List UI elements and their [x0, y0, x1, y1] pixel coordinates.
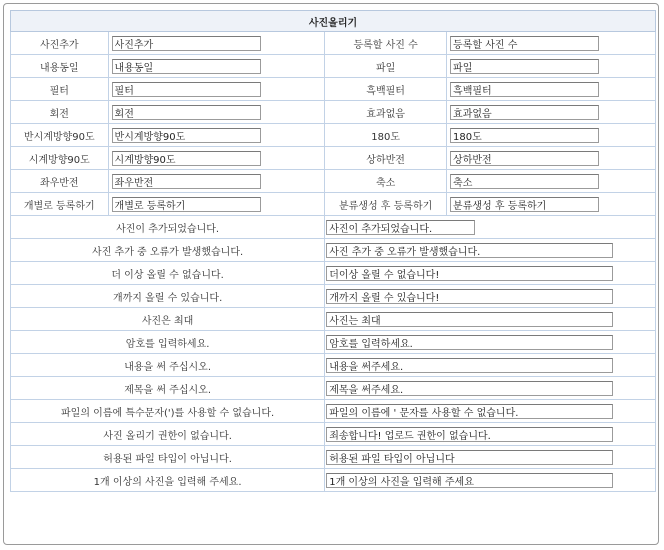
settings-row [11, 124, 656, 147]
message-label: 허용된 파일 타입이 아닙니다. [11, 446, 325, 469]
field-label: 효과없음 [325, 101, 447, 124]
text-input[interactable] [450, 59, 599, 74]
message-label: 내용을 써 주십시오. [11, 354, 325, 377]
message-input[interactable] [326, 381, 613, 396]
message-input[interactable] [326, 220, 475, 235]
text-input[interactable] [112, 174, 261, 189]
message-label: 사진이 추가되었습니다. [11, 216, 325, 239]
text-input[interactable] [450, 128, 599, 143]
message-label: 제목을 써 주십시오. [11, 377, 325, 400]
text-input[interactable] [112, 197, 261, 212]
settings-row [11, 55, 656, 78]
settings-row [11, 170, 656, 193]
message-input[interactable] [326, 289, 613, 304]
text-input[interactable] [112, 151, 261, 166]
text-input[interactable] [112, 105, 261, 120]
field-label: 내용동일 [11, 55, 109, 78]
message-label: 더 이상 올릴 수 없습니다. [11, 262, 325, 285]
message-row [11, 331, 656, 354]
message-label: 파일의 이름에 특수문자(')를 사용할 수 없습니다. [11, 400, 325, 423]
message-row [11, 469, 656, 492]
settings-row [11, 147, 656, 170]
settings-row [11, 193, 656, 216]
field-label: 상하반전 [325, 147, 447, 170]
settings-row [11, 78, 656, 101]
field-label: 180도 [325, 124, 447, 147]
field-label: 좌우반전 [11, 170, 109, 193]
text-input[interactable] [112, 128, 261, 143]
message-input[interactable] [326, 358, 613, 373]
field-label: 분류생성 후 등록하기 [325, 193, 447, 216]
message-label: 암호를 입력하세요. [11, 331, 325, 354]
field-label: 사진추가 [11, 32, 109, 55]
page-title: 사진올리기 [11, 11, 656, 32]
field-label: 반시계방향90도 [11, 124, 109, 147]
field-label: 축소 [325, 170, 447, 193]
field-label: 등록할 사진 수 [325, 32, 447, 55]
message-row [11, 262, 656, 285]
message-row [11, 423, 656, 446]
message-input[interactable] [326, 266, 613, 281]
message-input[interactable] [326, 312, 613, 327]
text-input[interactable] [450, 174, 599, 189]
text-input[interactable] [112, 36, 261, 51]
message-label: 1개 이상의 사진을 입력해 주세요. [11, 469, 325, 492]
message-input[interactable] [326, 473, 613, 488]
message-input[interactable] [326, 335, 613, 350]
message-row [11, 354, 656, 377]
message-row [11, 377, 656, 400]
message-label: 사진 추가 중 오류가 발생했습니다. [11, 239, 325, 262]
message-input[interactable] [326, 243, 613, 258]
message-input[interactable] [326, 427, 613, 442]
field-label: 개별로 등록하기 [11, 193, 109, 216]
field-label: 흑백필터 [325, 78, 447, 101]
field-label: 필터 [11, 78, 109, 101]
message-label: 사진은 최대 [11, 308, 325, 331]
text-input[interactable] [450, 82, 599, 97]
message-row [11, 216, 656, 239]
text-input[interactable] [450, 36, 599, 51]
text-input[interactable] [450, 197, 599, 212]
field-label: 시계방향90도 [11, 147, 109, 170]
message-label: 개까지 올릴 수 있습니다. [11, 285, 325, 308]
message-row [11, 446, 656, 469]
text-input[interactable] [112, 59, 261, 74]
field-label: 파일 [325, 55, 447, 78]
message-row [11, 400, 656, 423]
message-row [11, 308, 656, 331]
settings-row [11, 101, 656, 124]
text-input[interactable] [450, 105, 599, 120]
text-input[interactable] [450, 151, 599, 166]
message-input[interactable] [326, 450, 613, 465]
field-label: 회전 [11, 101, 109, 124]
message-input[interactable] [326, 404, 613, 419]
message-row [11, 285, 656, 308]
message-label: 사진 올리기 권한이 없습니다. [11, 423, 325, 446]
text-input[interactable] [112, 82, 261, 97]
settings-row [11, 32, 656, 55]
message-row [11, 239, 656, 262]
photo-upload-settings-table [10, 10, 656, 492]
